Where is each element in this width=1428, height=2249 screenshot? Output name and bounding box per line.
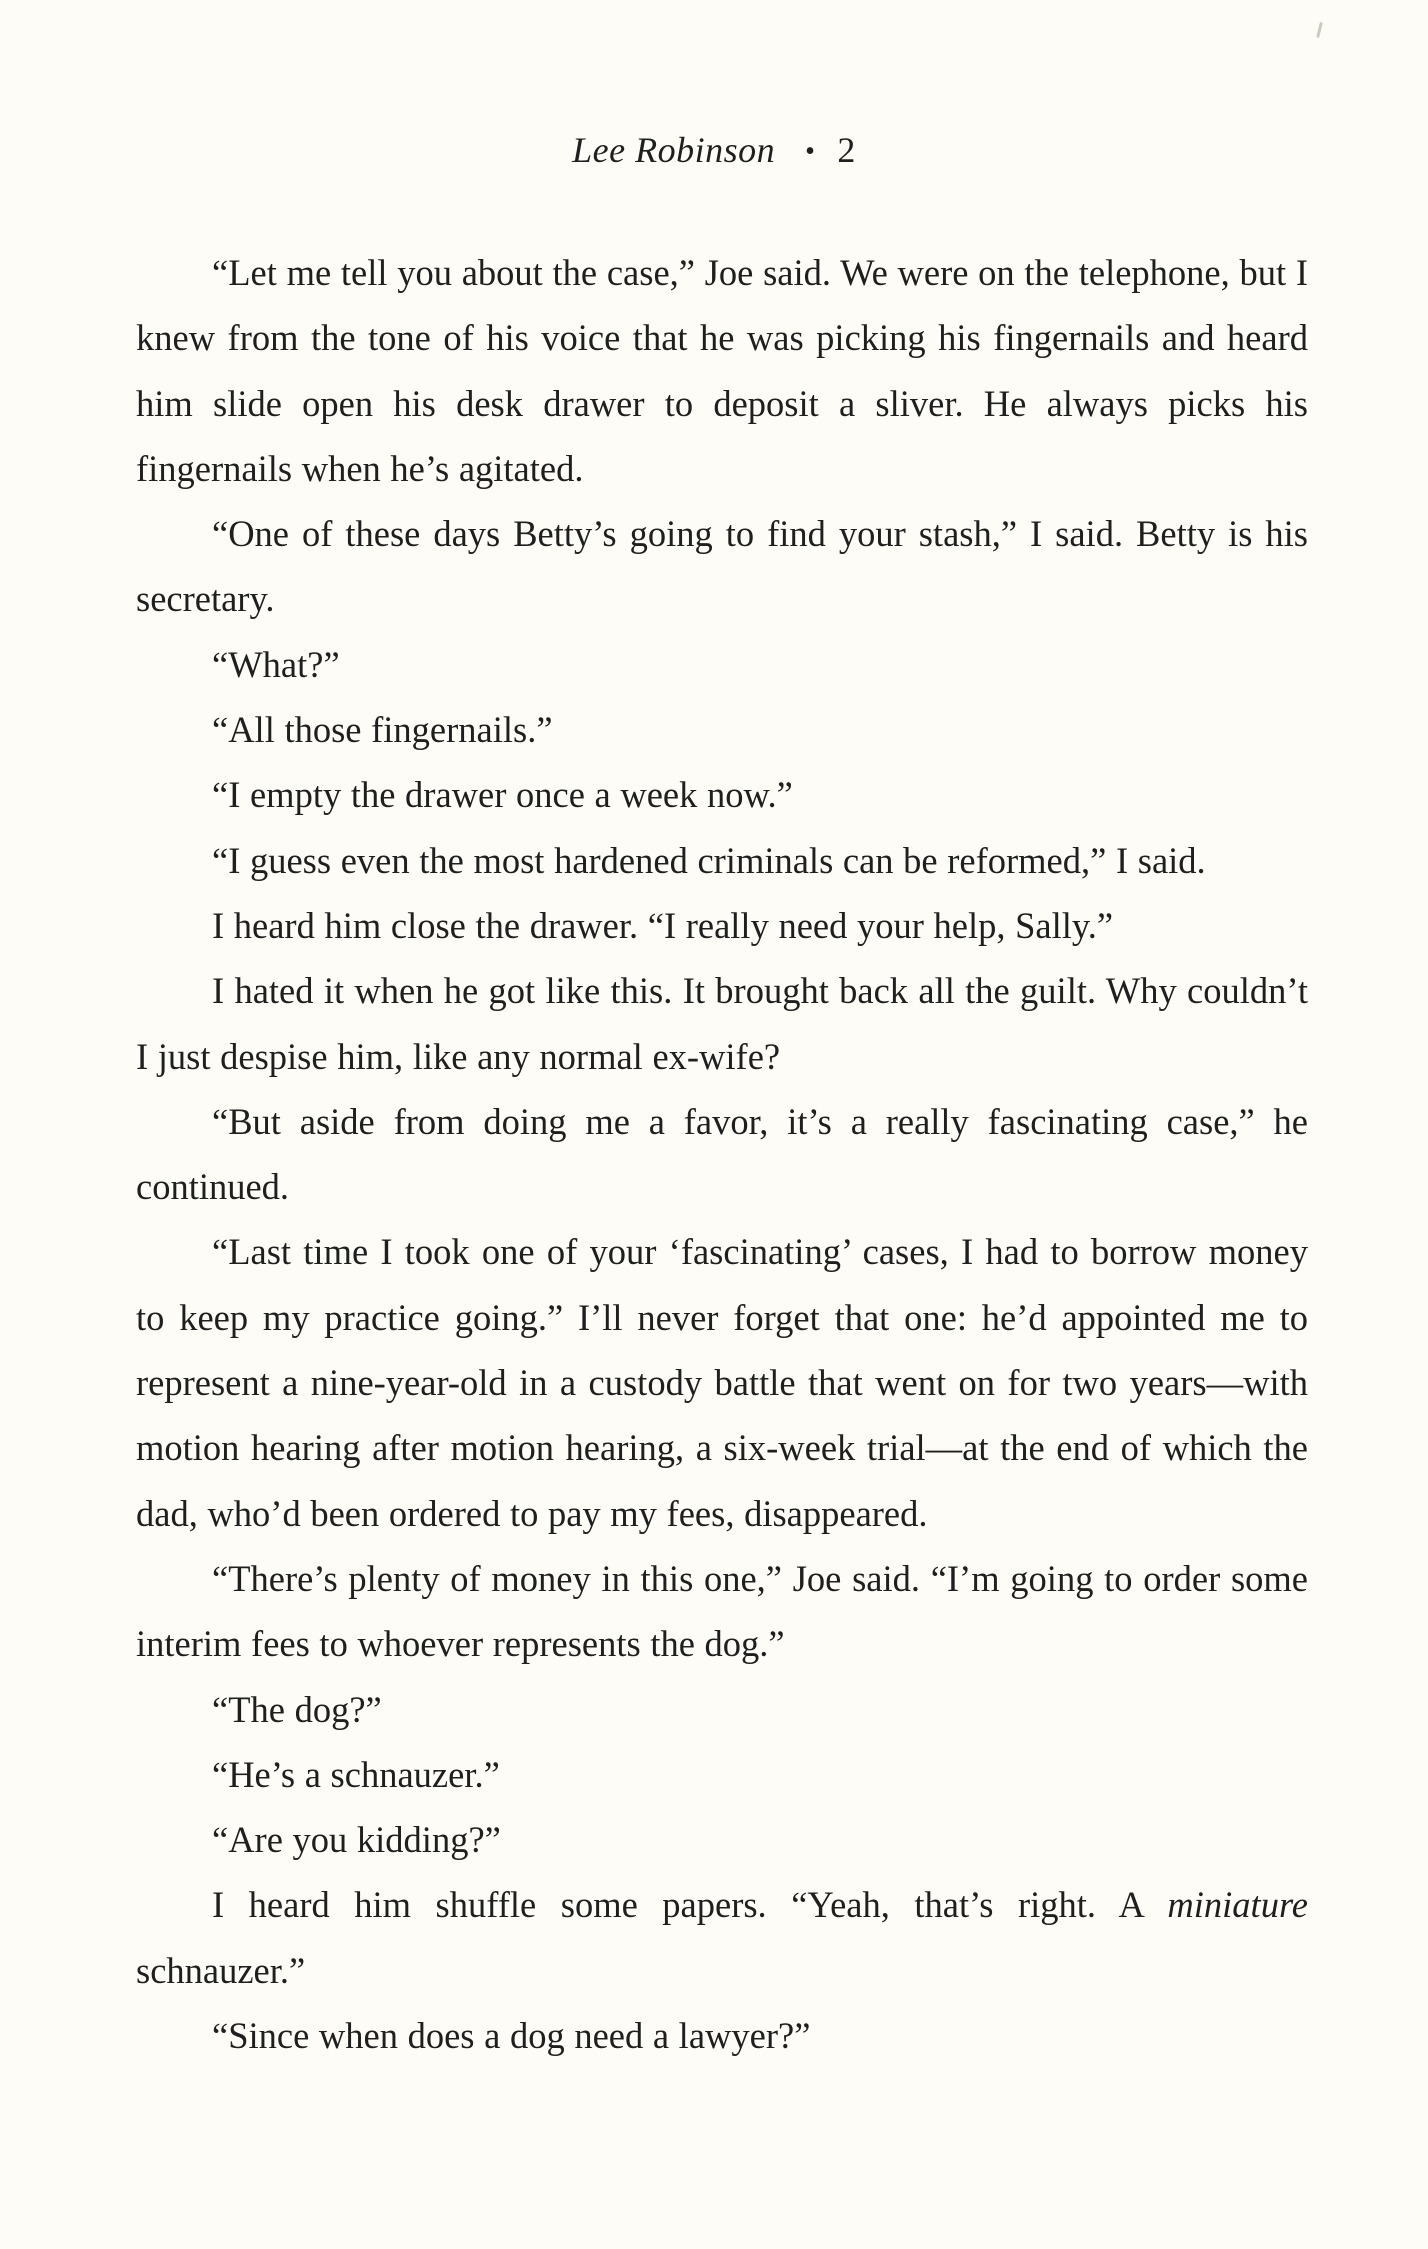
paragraph	[136, 1872, 1308, 2003]
paragraph: “I empty the drawer once a week now.”	[212, 774, 793, 816]
running-head	[0, 122, 1428, 180]
paragraph: “I guess even the most hardened criminals can be reformed,” I said.	[212, 839, 1206, 881]
paragraph: “Are you kidding?”	[212, 1819, 501, 1861]
emphasized-word: miniature	[1167, 1884, 1308, 1926]
running-head-author: Lee Robinson	[572, 130, 776, 170]
paragraph-text: I heard him shuffle some papers. “Yeah, that’s right. A	[212, 1884, 1168, 1926]
paragraph: “The dog?”	[212, 1688, 382, 1730]
paragraph: “He’s a schnauzer.”	[212, 1753, 500, 1795]
paragraph: “What?”	[212, 643, 340, 685]
paragraph: “All those fingernails.”	[212, 709, 553, 751]
body-text	[136, 240, 1308, 2068]
paragraph: “Last time I took one of your ‘fascinating’ cases, I had to borrow money to keep my practice going.” I’ll never forget that one: he’d appointed me to represent a nine-year-old in a custody battle that went on for two years—with motion hearing after motion hearing, a six-week trial—at the end of which the dad, who’d been ordered to pay my fees, disappeared.	[136, 1231, 1308, 1534]
page-number: 2	[837, 130, 856, 170]
paragraph: “But aside from doing me a favor, it’s a really fascinating case,” he continued.	[136, 1100, 1308, 1208]
paper-speck	[1316, 22, 1323, 38]
paragraph: I heard him close the drawer. “I really need your help, Sally.”	[212, 904, 1114, 946]
paragraph-text: schnauzer.”	[136, 1949, 306, 1991]
paragraph: “Let me tell you about the case,” Joe said. We were on the telephone, but I knew from the tone of his voice that he was picking his fingernails and heard him slide open his desk drawer to deposit a sliver. He always picks his fingernails when he’s agitated.	[136, 252, 1308, 489]
paragraph: “Since when does a dog need a lawyer?”	[212, 2015, 811, 2057]
running-head-separator: •	[805, 136, 816, 167]
paragraph: “One of these days Betty’s going to find your stash,” I said. Betty is his secretary.	[136, 513, 1308, 620]
paragraph: “There’s plenty of money in this one,” Joe said. “I’m going to order some interim fees to whoever represents the dog.”	[136, 1557, 1308, 1665]
paragraph: I hated it when he got like this. It brought back all the guilt. Why couldn’t I just despise him, like any normal ex-wife?	[136, 970, 1308, 1077]
